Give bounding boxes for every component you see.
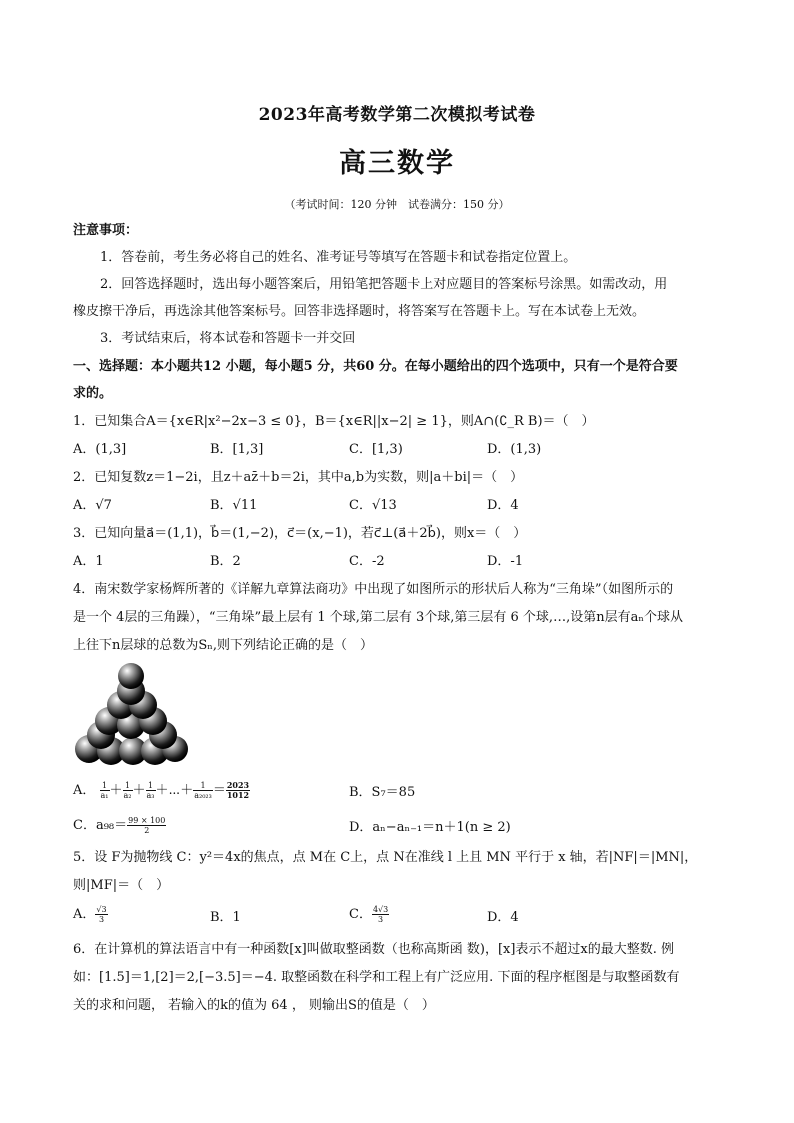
q5-option-c: C． $\frac{4√3}{3}$ — [349, 905, 389, 924]
q3-option-c: C．-2 — [349, 554, 385, 569]
q1-option-a: A．(1,3] — [73, 442, 127, 457]
q2-option-c: C．√13 — [349, 498, 397, 513]
fraction: $\frac{1}{\text{a₃}}$ — [146, 781, 155, 800]
notice-item-2-cont: 橡皮擦干净后，再选涂其他答案标号。回答非选择题时，将答案写在答题卡上。写在本试卷上无效。 — [73, 304, 646, 319]
ball-layer-top — [117, 663, 145, 705]
q3-stem: 3．已知向量a⃗＝(1,1)，b⃗＝(1,−2)，c⃗＝(x,−1)，若c⃗⊥(a⃗＋2b⃗)，则x＝（ ） — [73, 526, 527, 541]
fraction: $\frac{1}{\text{a₁}}$ — [100, 781, 109, 800]
q2-option-b: B．√11 — [210, 498, 258, 513]
q6-stem-line2: 如：[1.5]＝1,[2]＝2,[−3.5]＝−4. 取整函数在科学和工程上有广泛应用. 下面的程序框图是与取整函数有 — [73, 970, 680, 985]
fraction: $\frac{2023}{1012}$ — [226, 780, 250, 800]
q3-option-d: D．-1 — [487, 554, 524, 569]
exam-title: 2023年高考数学第二次模拟考试卷 — [258, 105, 536, 125]
notice-item-2: 2．回答选择题时，选出每小题答案后，用铅笔把答题卡上对应题目的答案标号涂黑。如需改动，用 — [100, 277, 668, 292]
fraction: $\frac{√3}{3}$ — [96, 905, 107, 924]
q4-option-d: D．aₙ−aₙ₋₁＝n＋1(n ≥ 2) — [349, 820, 511, 835]
time-info: （考试时间：120 分钟 试卷满分：150 分） — [284, 198, 510, 211]
q5-option-d: D．4 — [487, 910, 519, 925]
notice-item-3: 3．考试结束后，将本试卷和答题卡一并交回 — [100, 331, 356, 346]
fraction: $\frac{99 \times 100}{2}$ — [128, 816, 166, 835]
q1-option-b: B．[1,3] — [210, 442, 264, 457]
q2-option-a: A．√7 — [73, 498, 112, 513]
q5-stem-line2: 则|MF|＝（ ） — [73, 878, 170, 893]
q3-option-a: A．1 — [73, 554, 104, 569]
q3-option-b: B．2 — [210, 554, 241, 569]
q5-option-a: A． $\frac{√3}{3}$ — [73, 905, 107, 924]
q5-option-b: B．1 — [210, 910, 241, 925]
q5-stem-line1: 5．设 F为抛物线 C：y²＝4x的焦点，点 M在 C上，点 N在准线 l 上且 MN 平行于 x 轴，若|NF|＝|MN|， — [73, 850, 698, 865]
section1-heading-cont: 求的。 — [73, 386, 113, 401]
fraction: $\frac{1}{\text{a₂₀₂₃}}$ — [194, 781, 212, 800]
section1-heading: 一、选择题：本小题共12 小题，每小题5 分，共60 分。在每小题给出的四个选项中，只有一个是符合要 — [73, 359, 678, 374]
q4-stem-line3: 上往下n层球的总数为Sₙ,则下列结论正确的是（ ） — [73, 638, 374, 653]
subject-title: 高三数学 — [339, 148, 455, 179]
triangular-ball-stack-figure — [73, 663, 189, 768]
q4-option-c: C．a₉₈＝ $\frac{99 \times 100}{2}$ — [73, 816, 166, 835]
q4-stem-line2: 是一个 4层的三角躁），“三角垛”最上层有 1 个球,第二层有 3个球,第三层有 6 个球,…,设第n层有aₙ个球从 — [73, 610, 683, 625]
fraction: $\frac{1}{\text{a₂}}$ — [123, 781, 132, 800]
q2-option-d: D．4 — [487, 498, 519, 513]
fraction: $\frac{4√3}{3}$ — [372, 905, 389, 924]
q4-stem-line1: 4．南宋数学家杨辉所著的《详解九章算法商功》中出现了如图所示的形状后人称为“三角垛”（如图所示的 — [73, 582, 674, 597]
notice-item-1: 1．答卷前，考生务必将自己的姓名、准考证号等填写在答题卡和试卷指定位置上。 — [100, 250, 577, 265]
q4-option-b: B．S₇＝85 — [349, 785, 416, 800]
q6-stem-line1: 6．在计算机的算法语言中有一种函数[x]叫做取整函数（也称高斯函 数)，[x]表示不超过x的最大整数. 例 — [73, 942, 675, 957]
notice-heading: 注意事项： — [73, 223, 139, 238]
q2-stem: 2．已知复数z＝1−2i，且z＋az̄＋b＝2i，其中a,b为实数，则|a＋bi|＝（ ） — [73, 470, 524, 485]
q1-stem: 1．已知集合A＝{x∈R|x²−2x−3 ≤ 0}，B＝{x∈R||x−2| ≥ 1}，则A∩(∁_R B)＝（ ） — [73, 414, 595, 429]
q1-option-c: C．[1,3) — [349, 442, 403, 457]
q1-option-d: D．(1,3) — [487, 442, 542, 457]
q4-option-a: A． $\frac{1}{\text{a₁}}$ ＋ $\frac{1}{\text{a₂}}$ ＋ $\frac{1}{\text{a₃}}$ ＋⋯＋ $\frac{1}{\text{a₂₀₂₃}}$ ＝ $\frac{2023}{1012}$ — [73, 780, 250, 800]
q6-stem-line3: 关的求和问题， 若输入的k的值为 64 ， 则输出S的值是（ ） — [73, 998, 435, 1013]
